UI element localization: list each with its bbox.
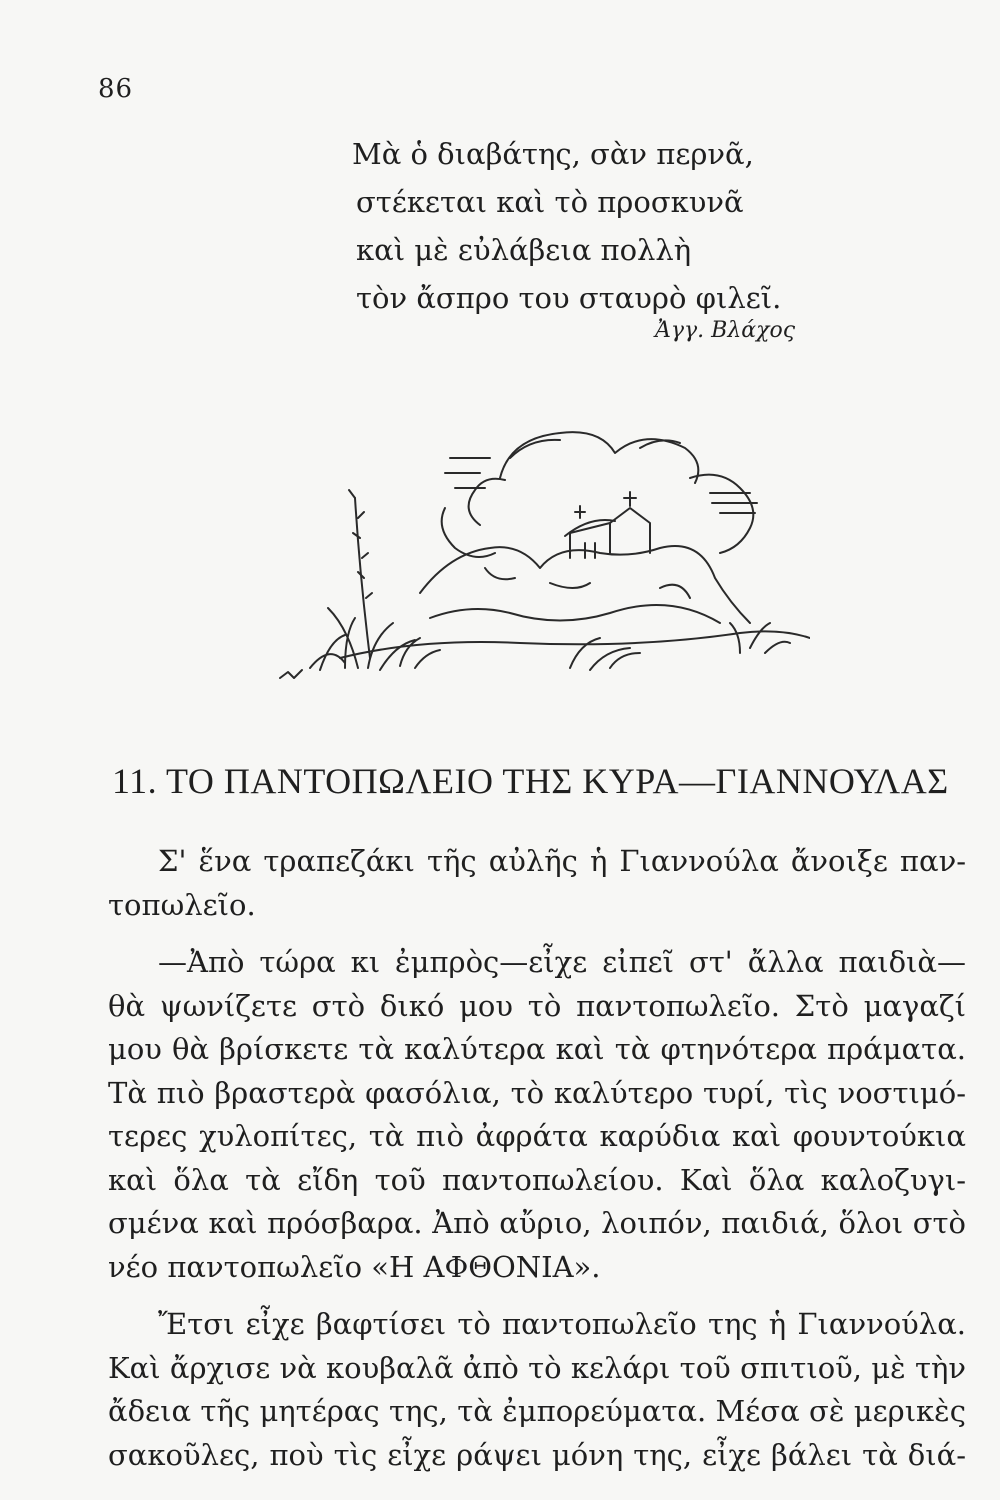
- text-line: νέο παντοπωλεῖο «Η ΑΦΘΟΝΙΑ».: [108, 1249, 601, 1284]
- poem-line: Μὰ ὁ διαβάτης, σὰν περνᾶ,: [352, 137, 754, 171]
- text-line: σακοῦλες, ποὺ τὶς εἶχε ράψει μόνη της, εἶχε βάλει τὰ διά-: [108, 1437, 966, 1472]
- poem-line: στέκεται καὶ τὸ προσκυνᾶ: [356, 185, 744, 219]
- page-number: 86: [98, 74, 134, 104]
- paragraph: [108, 941, 966, 1289]
- text-line: μου θὰ βρίσκετε τὰ καλύτερα καὶ τὰ φτηνότερα πράματα.: [108, 1032, 966, 1066]
- chapter-title: 11. ΤΟ ΠΑΝΤΟΠΩΛΕΙΟ ΤΗΣ ΚΥΡΑ—ΓΙΑΝΝΟΥΛΑΣ: [112, 761, 949, 801]
- poem-author: Ἀγγ. Βλάχος: [655, 318, 796, 343]
- text-line: Καὶ ἄρχισε νὰ κουβαλᾶ ἀπὸ τὸ κελάρι τοῦ σπιτιοῦ, μὲ τὴν: [108, 1350, 966, 1385]
- text-line: —Ἀπὸ τώρα κι ἐμπρὸς—εἶχε εἰπεῖ στ' ἄλλα παιδιὰ—: [158, 945, 966, 979]
- text-line: καὶ ὅλα τὰ εἴδη τοῦ παντοπωλείου. Καὶ ὅλα καλοζυγι-: [108, 1162, 966, 1197]
- text-line: Ἔτσι εἶχε βαφτίσει τὸ παντοπωλεῖο της ἡ Γιαννούλα.: [158, 1307, 966, 1341]
- text-line: θὰ ψωνίζετε στὸ δικό μου τὸ παντοπωλεῖο. Στὸ μαγαζί: [108, 988, 966, 1023]
- text-line: σμένα καὶ πρόσβαρα. Ἀπὸ αὔριο, λοιπόν, παιδιά, ὅλοι στὸ: [108, 1206, 966, 1240]
- text-line: τερες χυλοπίτες, τὰ πιὸ ἀφράτα καρύδια καὶ φουντούκια: [108, 1119, 966, 1153]
- paragraph: [108, 1303, 966, 1477]
- poem-line: καὶ μὲ εὐλάβεια πολλὴ: [356, 233, 692, 267]
- text-line: τοπωλεῖο.: [108, 887, 256, 922]
- poem-line: τὸν ἄσπρο του σταυρὸ φιλεῖ.: [356, 281, 782, 315]
- chapter-body: [108, 840, 966, 1477]
- text-line: ἄδεια τῆς μητέρας της, τὰ ἐμπορεύματα. Μέσα σὲ μερικὲς: [108, 1394, 966, 1428]
- text-line: Τὰ πιὸ βραστερὰ φασόλια, τὸ καλύτερο τυρί, τὶς νοστιμό-: [108, 1075, 966, 1110]
- paragraph: [108, 840, 966, 927]
- poem-stanza: [352, 130, 782, 322]
- chapel-on-hill-icon: [250, 418, 810, 708]
- text-line: Σ' ἕνα τραπεζάκι τῆς αὐλῆς ἡ Γιαννούλα ἄνοιξε παν-: [158, 844, 966, 878]
